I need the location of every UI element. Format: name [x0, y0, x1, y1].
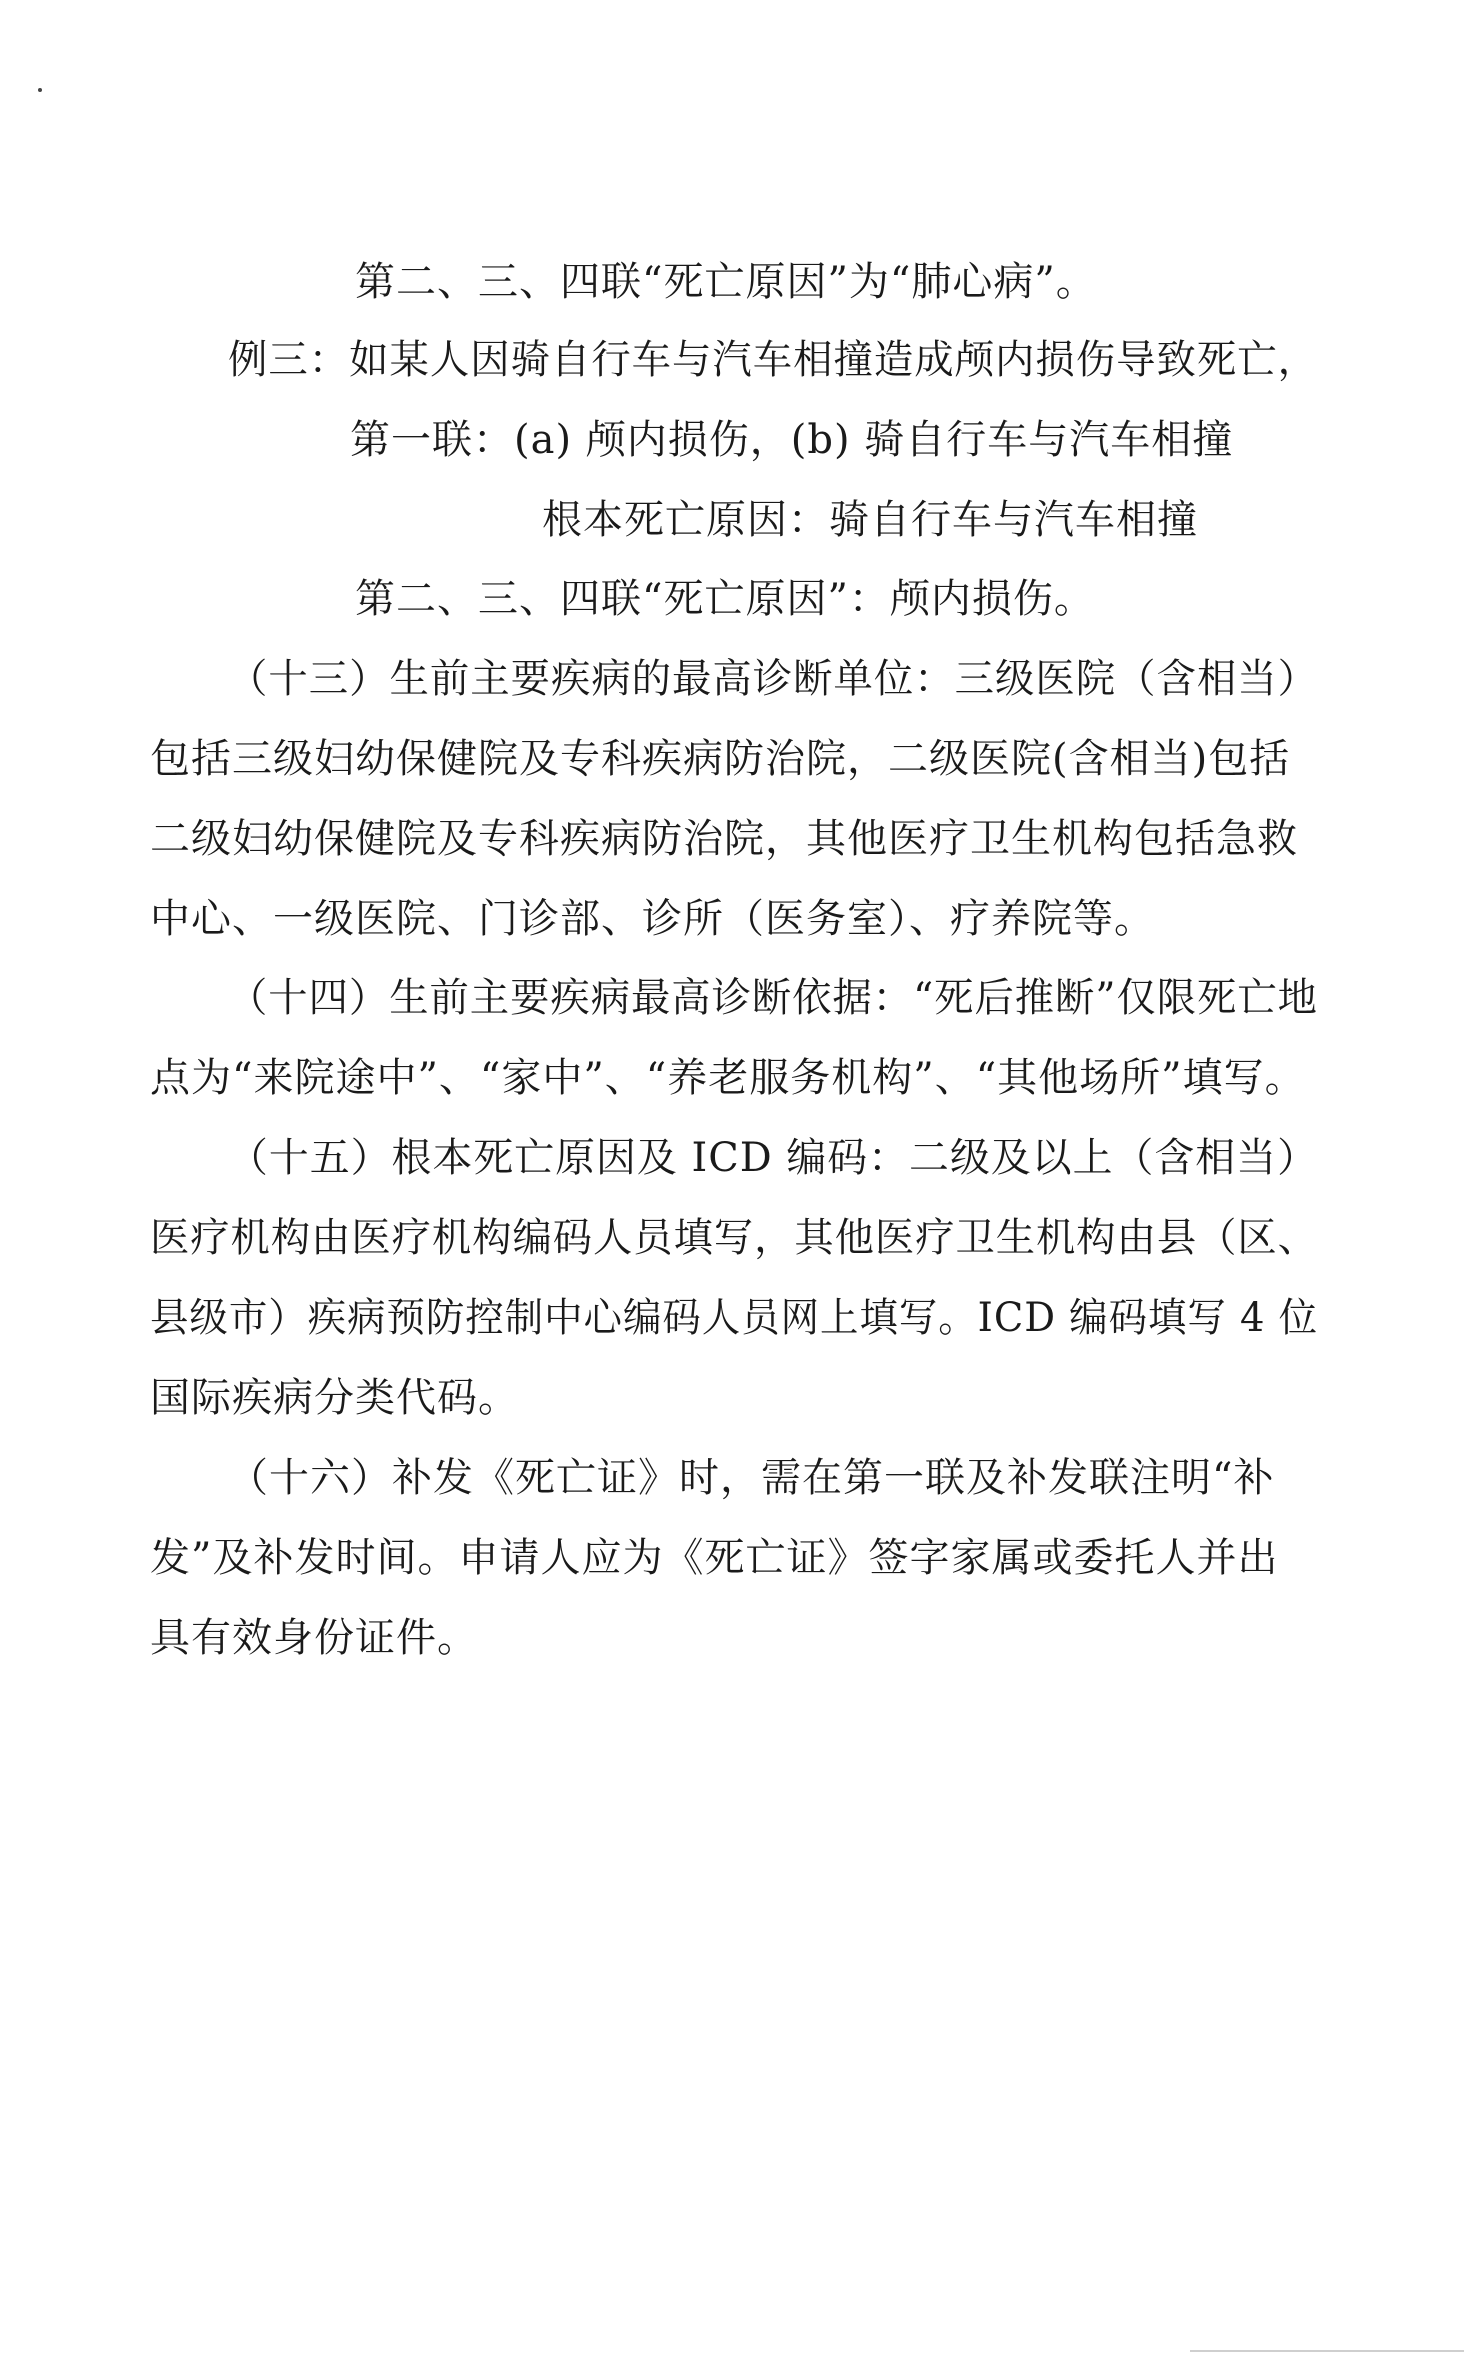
text-line-18: 具有效身份证件。 [150, 1615, 478, 1661]
scan-speck [38, 88, 42, 92]
text-line-9: 中心、一级医院、门诊部、诊所（医务室）、疗养院等。 [150, 896, 1155, 942]
text-line-3: 第一联：(a) 颅内损伤，(b) 骑自行车与汽车相撞 [350, 417, 1234, 463]
text-line-11: 点为“来院途中”、“家中”、“养老服务机构”、“其他场所”填写。 [150, 1055, 1306, 1101]
text-line-6: （十三）生前主要疾病的最高诊断单位：三级医院（含相当） [228, 656, 1318, 702]
text-line-7: 包括三级妇幼保健院及专科疾病防治院，二级医院(含相当)包括 [150, 736, 1291, 782]
scan-edge-line [1190, 2350, 1464, 2352]
text-line-5: 第二、三、四联“死亡原因”：颅内损伤。 [355, 576, 1095, 622]
text-line-4: 根本死亡原因：骑自行车与汽车相撞 [542, 497, 1198, 543]
text-line-13: 医疗机构由医疗机构编码人员填写，其他医疗卫生机构由县（区、 [150, 1215, 1318, 1261]
text-line-12: （十五）根本死亡原因及 ICD 编码：二级及以上（含相当） [228, 1135, 1318, 1181]
text-line-2: 例三：如某人因骑自行车与汽车相撞造成颅内损伤导致死亡， [228, 337, 1318, 383]
text-line-17: 发”及补发时间。申请人应为《死亡证》签字家属或委托人并出 [150, 1535, 1279, 1581]
text-line-10: （十四）生前主要疾病最高诊断依据：“死后推断”仅限死亡地 [228, 975, 1318, 1021]
text-line-1: 第二、三、四联“死亡原因”为“肺心病”。 [355, 259, 1097, 305]
text-line-8: 二级妇幼保健院及专科疾病防治院，其他医疗卫生机构包括急救 [150, 816, 1298, 862]
text-line-15: 国际疾病分类代码。 [150, 1375, 519, 1421]
text-line-14: 县级市）疾病预防控制中心编码人员网上填写。ICD 编码填写 4 位 [150, 1295, 1319, 1341]
text-line-16: （十六）补发《死亡证》时，需在第一联及补发联注明“补 [228, 1455, 1275, 1501]
